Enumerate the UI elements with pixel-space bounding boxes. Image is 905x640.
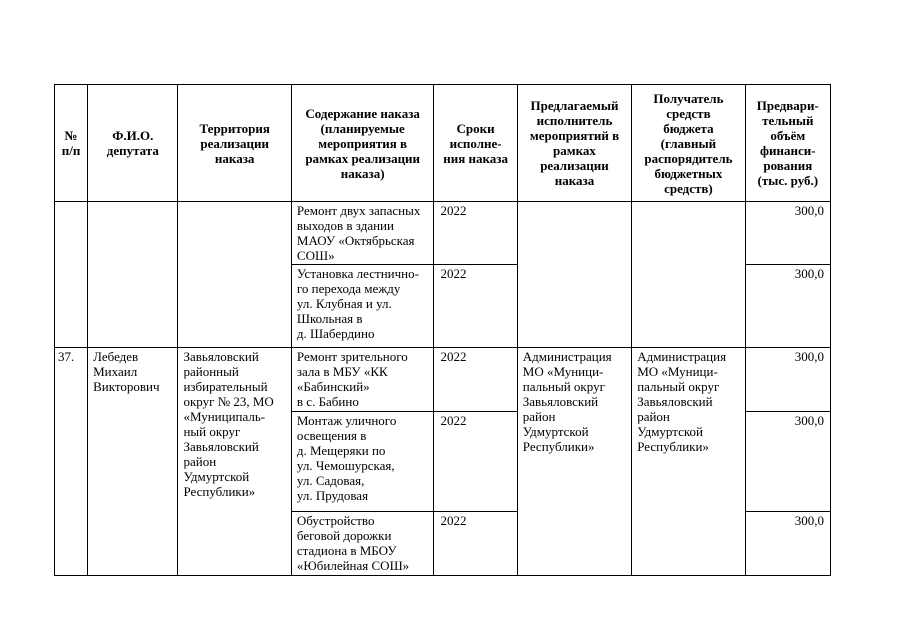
term-cell: 2022 — [434, 348, 517, 412]
order-content-cell: Монтаж уличного освещения в д. Мещеряки по ул. Чемошурская, ул. Садовая, ул. Прудовая — [291, 412, 434, 512]
term-cell: 2022 — [434, 412, 517, 512]
funding-cell: 300,0 — [745, 265, 830, 348]
table-row — [55, 202, 831, 265]
table-header-row — [55, 85, 831, 202]
territory-cell: Завьяловский районный избирательный округ № 23, МО «Муниципаль- ный округ Завьяловский район Удмуртской Республики» — [178, 348, 291, 576]
executor-cell: Администрация МО «Муници- пальный округ Завьяловский район Удмуртской Республики» — [517, 348, 631, 576]
order-content-cell: Установка лестнично- го перехода между ул. Клубная и ул. Школьная в д. Шабердино — [291, 265, 434, 348]
deputy-name-cell — [88, 202, 178, 348]
number-cell — [55, 202, 88, 348]
funding-cell: 300,0 — [745, 412, 830, 512]
deputy-name-cell: Лебедев Михаил Викторович — [88, 348, 178, 576]
term-cell: 2022 — [434, 202, 517, 265]
recipient-cell: Администрация МО «Муници- пальный округ Завьяловский район Удмуртской Республики» — [632, 348, 745, 576]
header-executor: Предлагаемый исполнитель мероприятий в рамках реализации наказа — [517, 85, 631, 202]
header-recipient: Получатель средств бюджета (главный распорядитель бюджетных средств) — [632, 85, 745, 202]
header-territory: Территория реализации наказа — [178, 85, 291, 202]
orders-table — [54, 84, 831, 576]
order-content-cell: Ремонт двух запасных выходов в здании МАОУ «Октябрьская СОШ» — [291, 202, 434, 265]
funding-cell: 300,0 — [745, 202, 830, 265]
territory-cell — [178, 202, 291, 348]
order-content-cell: Обустройство беговой дорожки стадиона в МБОУ «Юбилейная СОШ» — [291, 512, 434, 576]
funding-cell: 300,0 — [745, 512, 830, 576]
term-cell: 2022 — [434, 265, 517, 348]
header-order-content: Содержание наказа (планируемые мероприятия в рамках реализации наказа) — [291, 85, 434, 202]
header-term: Сроки исполне- ния наказа — [434, 85, 517, 202]
funding-cell: 300,0 — [745, 348, 830, 412]
recipient-cell — [632, 202, 745, 348]
term-cell: 2022 — [434, 512, 517, 576]
number-cell: 37. — [55, 348, 88, 576]
order-content-cell: Ремонт зрительного зала в МБУ «КК «Бабинский» в с. Бабино — [291, 348, 434, 412]
header-number: № п/п — [55, 85, 88, 202]
table-row — [55, 348, 831, 412]
header-funding: Предвари- тельный объём финанси- рования (тыс. руб.) — [745, 85, 830, 202]
header-deputy-name: Ф.И.О. депутата — [88, 85, 178, 202]
executor-cell — [517, 202, 631, 348]
